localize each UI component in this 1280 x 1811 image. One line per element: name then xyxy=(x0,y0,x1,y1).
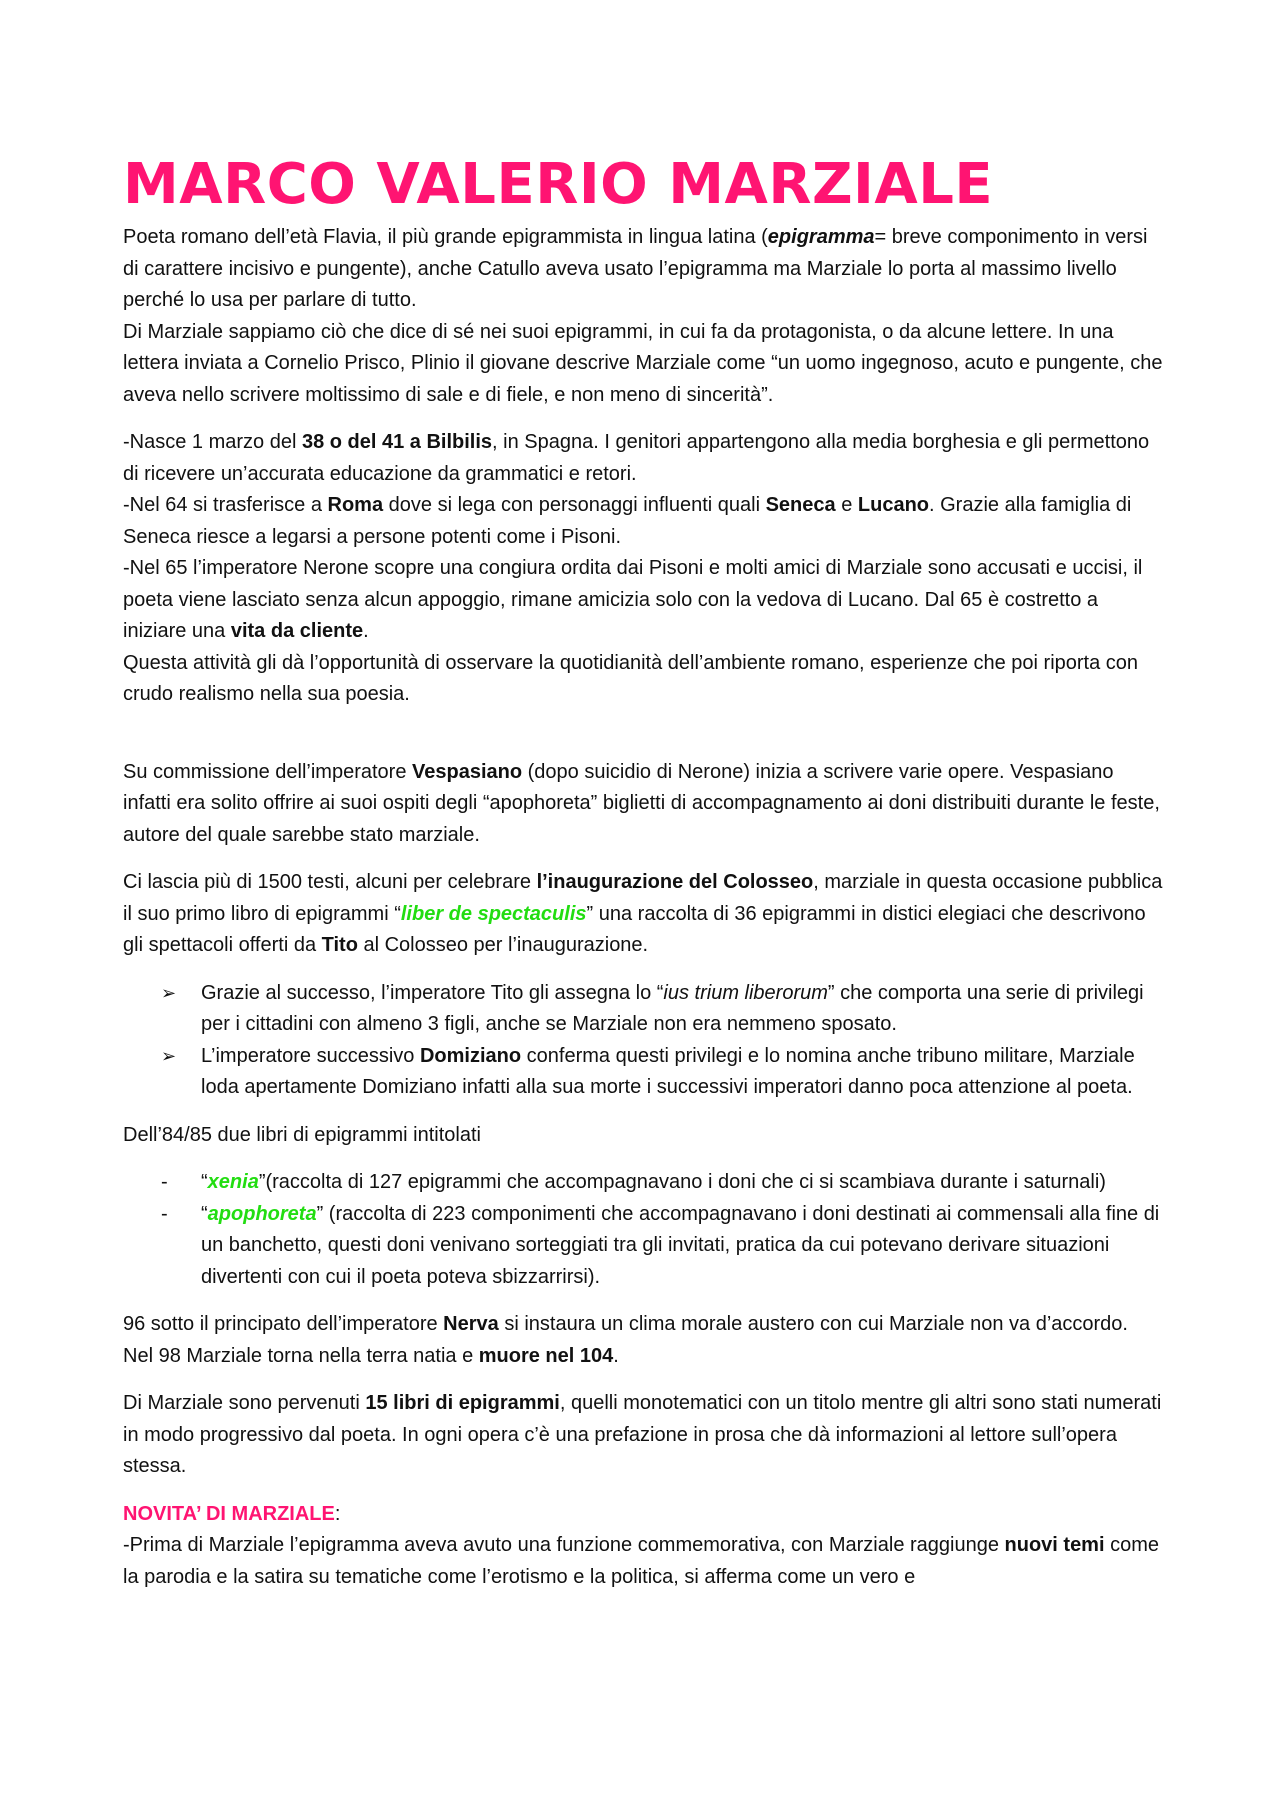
work-title-apophoreta: apophoreta xyxy=(207,1202,317,1225)
novita-paragraph: -Prima di Marziale l’epigramma aveva avuto una funzione commemorativa, con Marziale raggiunge nuovi temi come la parodia e la satira su tematiche come l’erotismo e la politica, si afferma come un vero e xyxy=(123,1534,1159,1588)
page-title: MARCO VALERIO MARZIALE xyxy=(123,152,994,217)
dash-bullet: - xyxy=(161,1202,168,1225)
privileges-list xyxy=(123,978,1163,1104)
books-intro: Dell’84/85 due libri di epigrammi intitolati xyxy=(123,1123,481,1146)
novita-heading: NOVITA’ DI MARZIALE: xyxy=(123,1502,341,1525)
dash-bullet: - xyxy=(161,1171,168,1193)
colosseo-paragraph: Ci lascia più di 1500 testi, alcuni per celebrare l’inaugurazione del Colosseo, marziale in questa occasione pubblica il suo primo libro di epigrammi “liber de spectaculis” una raccolta di 36 epigrammi in distici elegiaci che descrivono gli spettacoli offerti da Tito al Colosseo per l’inaugurazione. xyxy=(123,871,1163,956)
work-title-liber-de-spectaculis: liber de spectaculis xyxy=(400,902,587,925)
works-paragraph: Di Marziale sono pervenuti 15 libri di epigrammi, quelli monotematici con un titolo mentre gli altri sono stati numerati in modo progressivo dal poeta. In ogni opera c’è una prefazione in prosa che dà informazioni al lettore sull’opera stessa. xyxy=(123,1392,1162,1477)
life-conspiracy: -Nel 65 l’imperatore Nerone scopre una congiura ordita dai Pisoni e molti amici di Marziale sono accusati e uccisi, il poeta viene lasciato senza alcun appoggio, rimane amicizia solo con la vedova di Lucano. Dal 65 è costretto a iniziare una vita da cliente. xyxy=(123,557,1143,642)
life-activity: Questa attività gli dà l’opportunità di osservare la quotidianità dell’ambiente romano, esperienze che poi riporta con crudo realismo nella sua poesia. xyxy=(123,651,1139,705)
term-epigramma: epigramma xyxy=(767,226,875,248)
list-item: ➢ Grazie al successo, l’imperatore Tito gli assegna lo “ius trium liberorum” che comporta una serie di privilegi per i cittadini con almeno 3 figli, anche se Marziale non era nemmeno sposato. xyxy=(123,978,1163,1041)
section-heading: NOVITA’ DI MARZIALE xyxy=(123,1502,335,1525)
nerva-paragraph: 96 sotto il principato dell’imperatore Nerva si instaura un clima morale austero con cui Marziale non va d’accordo. Nel 98 Marziale torna nella terra natia e muore nel 104. xyxy=(123,1313,1128,1367)
vespasiano-paragraph: Su commissione dell’imperatore Vespasiano (dopo suicidio di Nerone) inizia a scrivere varie opere. Vespasiano infatti era solito offrire ai suoi ospiti degli “apophoreta” biglietti di accompagnamento ai doni distribuiti durante le feste, autore del quale sarebbe stato marziale. xyxy=(123,760,1160,846)
arrow-bullet-icon: ➢ xyxy=(161,982,177,1003)
intro-paragraph-pliny: Di Marziale sappiamo ciò che dice di sé nei suoi epigrammi, in cui fa da protagonista, o da alcune lettere. In una lettera inviata a Cornelio Prisco, Plinio il giovane descrive Marziale come “un uomo ingegnoso, acuto e pungente, che aveva nello scrivere moltissimo di sale e di fiele, e non meno di sincerità”. xyxy=(123,320,1163,406)
intro-paragraph: Poeta romano dell’età Flavia, il più grande epigrammista in lingua latina (epigramma= breve componimento in versi di carattere incisivo e pungente), anche Catullo aveva usato l’epigramma ma Marziale lo porta al massimo livello perché lo usa per parlare di tutto. xyxy=(123,226,1148,311)
document-page xyxy=(123,150,1163,1593)
list-item: - “xenia”(raccolta di 127 epigrammi che accompagnavano i doni che ci si scambiava durante i saturnali) xyxy=(123,1167,1163,1199)
work-title-xenia: xenia xyxy=(207,1171,259,1193)
list-item: - “apophoreta” (raccolta di 223 componimenti che accompagnavano i doni destinati ai commensali alla fine di un banchetto, questi doni venivano sorteggiati tra gli invitati, pratica da cui potevano derivare situazioni divertenti con cui il poeta poteva sbizzarrirsi). xyxy=(123,1199,1163,1294)
list-item: ➢ L’imperatore successivo Domiziano conferma questi privilegi e lo nomina anche tribuno militare, Marziale loda apertamente Domiziano infatti alla sua morte i successivi imperatori danno poca attenzione al poeta. xyxy=(123,1041,1163,1104)
arrow-bullet-icon: ➢ xyxy=(161,1045,177,1066)
life-birth: -Nasce 1 marzo del 38 o del 41 a Bilbilis, in Spagna. I genitori appartengono alla media borghesia e gli permettono di ricevere un’accurata educazione da grammatici e retori. xyxy=(123,431,1150,485)
life-rome: -Nel 64 si trasferisce a Roma dove si lega con personaggi influenti quali Seneca e Lucano. Grazie alla famiglia di Seneca riesce a legarsi a persone potenti come i Pisoni. xyxy=(123,494,1132,548)
books-list xyxy=(123,1167,1163,1293)
